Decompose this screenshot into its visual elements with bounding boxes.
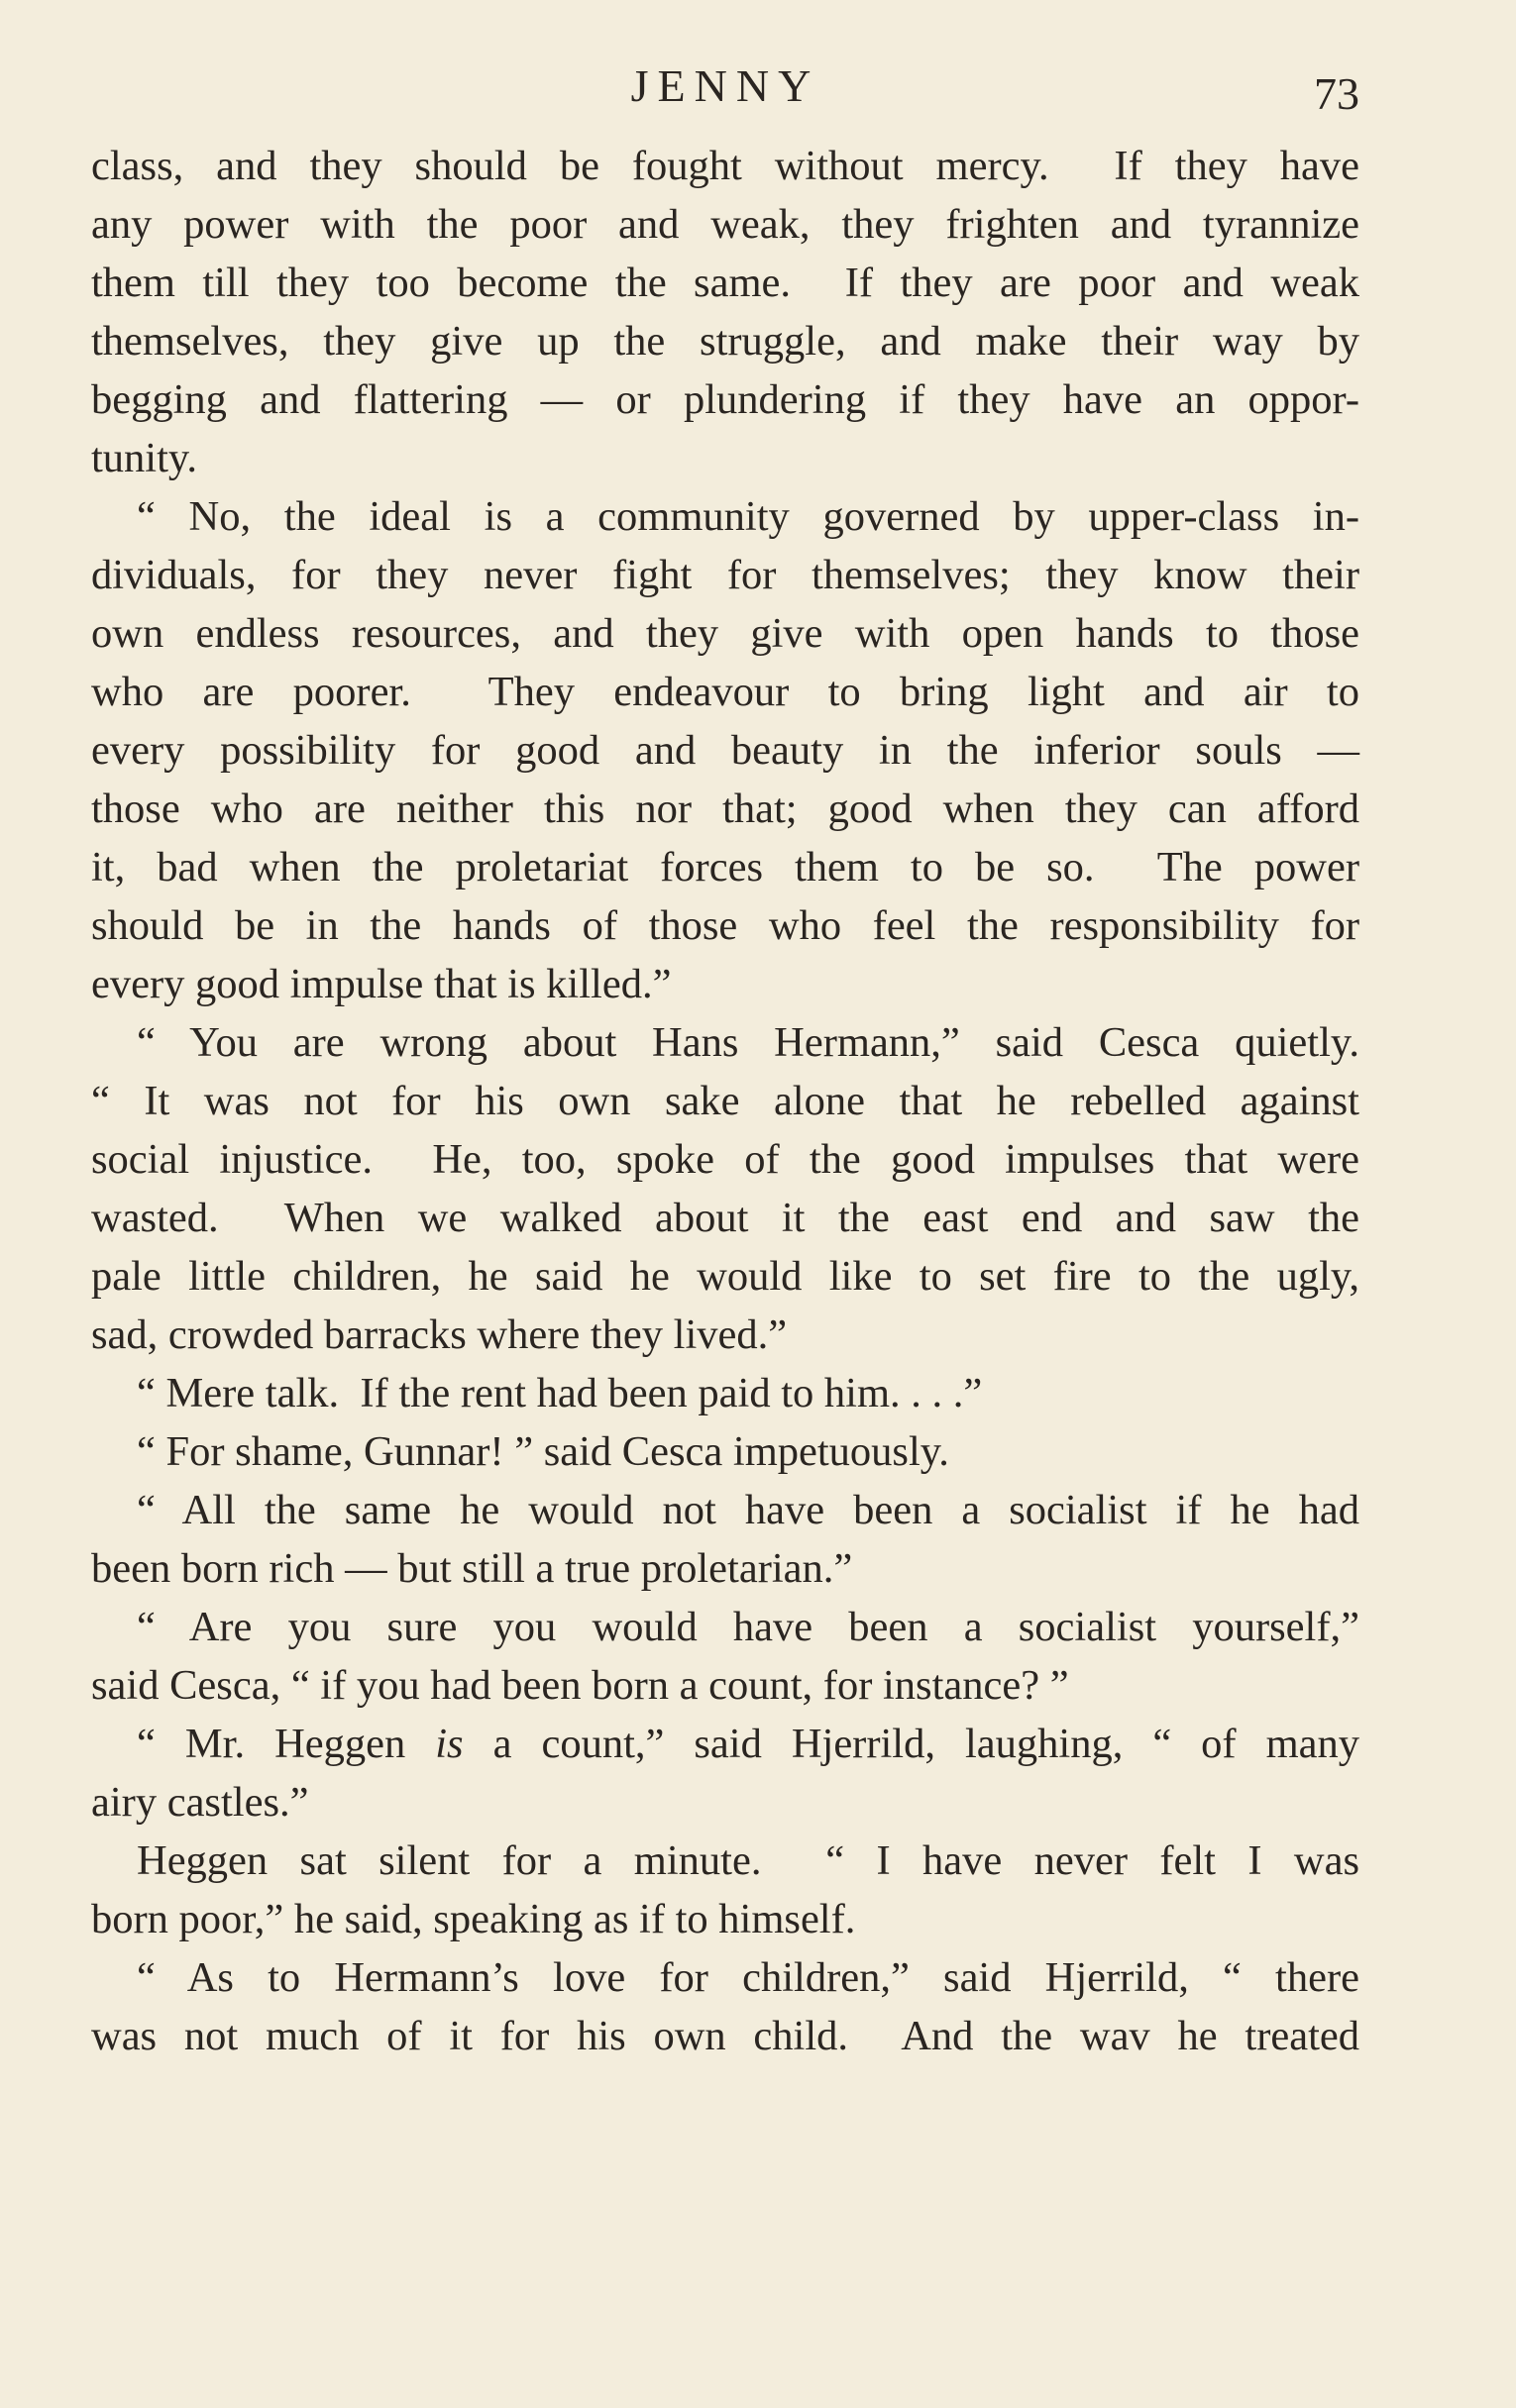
text-line: “ As to Hermann’s love for children,” said Hjerrild, “ there <box>137 1954 1359 2001</box>
text-line: Heggen sat silent for a minute. “ I have never felt I was <box>137 1837 1359 1884</box>
text-line: “ It was not for his own sake alone that he rebelled against <box>91 1078 1359 1124</box>
text-line: those who are neither this nor that; good when they can afford <box>91 785 1359 832</box>
text-line: sad, crowded barracks where they lived.” <box>91 1311 788 1358</box>
body-text <box>91 137 1359 2065</box>
text-line: “ For shame, Gunnar! ” said Cesca impetuously. <box>137 1428 949 1475</box>
text-line: “ Are you sure you would have been a socialist yourself,” <box>137 1604 1359 1650</box>
text-line: “ No, the ideal is a community governed by upper-class in- <box>137 493 1359 540</box>
text-line: born poor,” he said, speaking as if to himself. <box>91 1896 856 1942</box>
text-line: airy castles.” <box>91 1779 309 1826</box>
text-line: “ You are wrong about Hans Hermann,” said Cesca quietly. <box>137 1019 1359 1066</box>
text-line: said Cesca, “ if you had been born a count, for instance? ” <box>91 1662 1069 1709</box>
text-line: themselves, they give up the struggle, and make their way by <box>91 318 1359 365</box>
text-line: wasted. When we walked about it the east end and saw the <box>91 1195 1359 1241</box>
text-line: who are poorer. They endeavour to bring light and air to <box>91 669 1359 715</box>
text-line: class, and they should be fought without mercy. If they have <box>91 143 1359 189</box>
page-number: 73 <box>1314 68 1359 119</box>
text-line: any power with the poor and weak, they frighten and tyrannize <box>91 201 1359 248</box>
running-head <box>91 57 1359 127</box>
running-title: JENNY <box>630 60 820 111</box>
text-line: been born rich — but still a true proletarian.” <box>91 1545 853 1592</box>
text-line: them till they too become the same. If they are poor and weak <box>91 260 1359 306</box>
text-line: it, bad when the proletariat forces them to be so. The power <box>91 844 1359 890</box>
text-line: every possibility for good and beauty in the inferior souls — <box>91 727 1359 774</box>
italic-emphasis: is <box>435 1721 464 1767</box>
text-line: was not much of it for his own child. And the wav he treated <box>91 2013 1359 2059</box>
text-line: social injustice. He, too, spoke of the good impulses that were <box>91 1136 1359 1183</box>
text-line: should be in the hands of those who feel the responsibility for <box>91 902 1359 949</box>
text-line: “ All the same he would not have been a socialist if he had <box>137 1487 1359 1533</box>
text-line: pale little children, he said he would like to set fire to the ugly, <box>91 1253 1359 1300</box>
text-segment: “ Mr. Heggen <box>137 1721 436 1767</box>
text-line: every good impulse that is killed.” <box>91 961 672 1007</box>
text-segment: a count,” said Hjerrild, laughing, “ of many <box>463 1721 1359 1767</box>
text-line: own endless resources, and they give with open hands to those <box>91 610 1359 657</box>
text-line: dividuals, for they never fight for themselves; they know their <box>91 552 1359 598</box>
text-line <box>91 1715 1359 1773</box>
text-line: tunity. <box>91 435 198 481</box>
text-line: begging and flattering — or plundering if they have an oppor- <box>91 376 1359 423</box>
text-line: “ Mere talk. If the rent had been paid to him. . . .” <box>137 1370 983 1416</box>
